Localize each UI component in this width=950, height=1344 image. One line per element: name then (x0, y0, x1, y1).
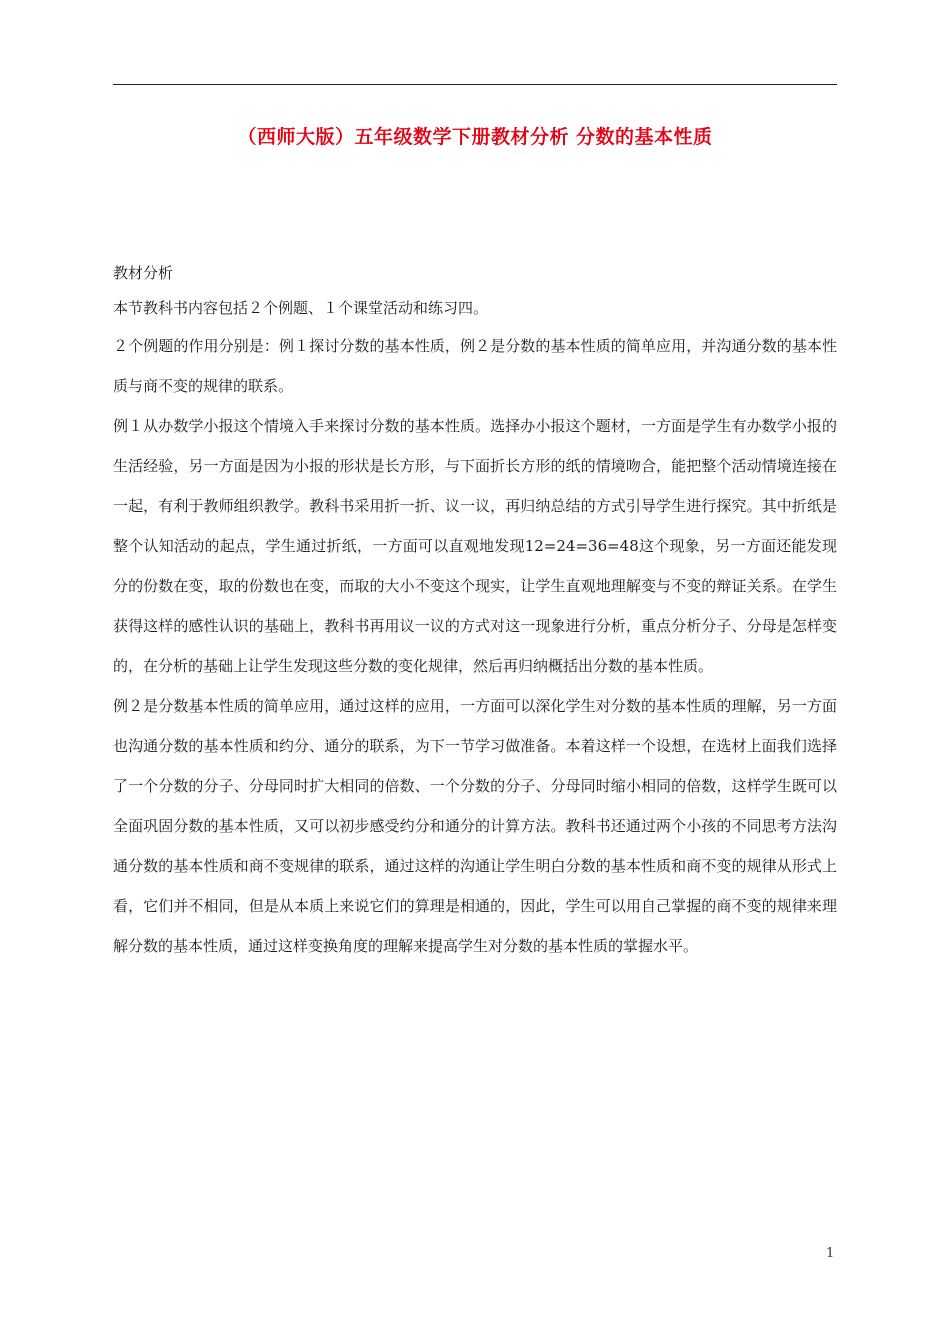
header-rule (113, 84, 837, 85)
document-title: （西师大版）五年级数学下册教材分析 分数的基本性质 (237, 126, 713, 148)
paragraph-4: 例２是分数基本性质的简单应用，通过这样的应用，一方面可以深化学生对分数的基本性质的理解，另一方面也沟通分数的基本性质和约分、通分的联系，为下一节学习做准备。本着这样一个设想，在选材上面我们选择了一个分数的分子、分母同时扩大相同的倍数、一个分数的分子、分母同时缩小相同的倍数，这样学生既可以全面巩固分数的基本性质，又可以初步感受约分和通分的计算方法。教科书还通过两个小孩的不同思考方法沟通分数的基本性质和商不变规律的联系，通过这样的沟通让学生明白分数的基本性质和商不变的规律从形式上看，它们并不相同，但是从本质上来说它们的算理是相通的，因此，学生可以用自己掌握的商不变的规律来理解分数的基本性质，通过这样变换角度的理解来提高学生对分数的基本性质的掌握水平。 (113, 697, 837, 955)
section-heading: 教材分析 (113, 264, 174, 282)
paragraph-3: 例１从办数学小报这个情境入手来探讨分数的基本性质。选择办小报这个题材，一方面是学生有办数学小报的生活经验，另一方面是因为小报的形状是长方形，与下面折长方形的纸的情境吻合，能把整个活动情境连接在一起，有利于教师组织教学。教科书采用折一折、议一议，再归纳总结的方式引导学生进行探究。其中折纸是整个认知活动的起点，学生通过折纸，一方面可以直观地发现12=24=36=48这个现象，另一方面还能发现分的份数在变，取的份数也在变，而取的大小不变这个现实，让学生直观地理解变与不变的辩证关系。在学生获得这样的感性认识的基础上，教科书再用议一议的方式对这一现象进行分析，重点分析分子、分母是怎样变的，在分析的基础上让学生发现这些分数的变化规律，然后再归纳概括出分数的基本性质。 (113, 417, 837, 675)
paragraph-1: 本节教科书内容包括２个例题、１个课堂活动和练习四。 (113, 299, 489, 317)
document-body (113, 256, 837, 966)
page-number: 1 (826, 1246, 835, 1261)
paragraph-2: ２个例题的作用分别是：例１探讨分数的基本性质，例２是分数的基本性质的简单应用，并沟通分数的基本性质与商不变的规律的联系。 (113, 337, 837, 395)
